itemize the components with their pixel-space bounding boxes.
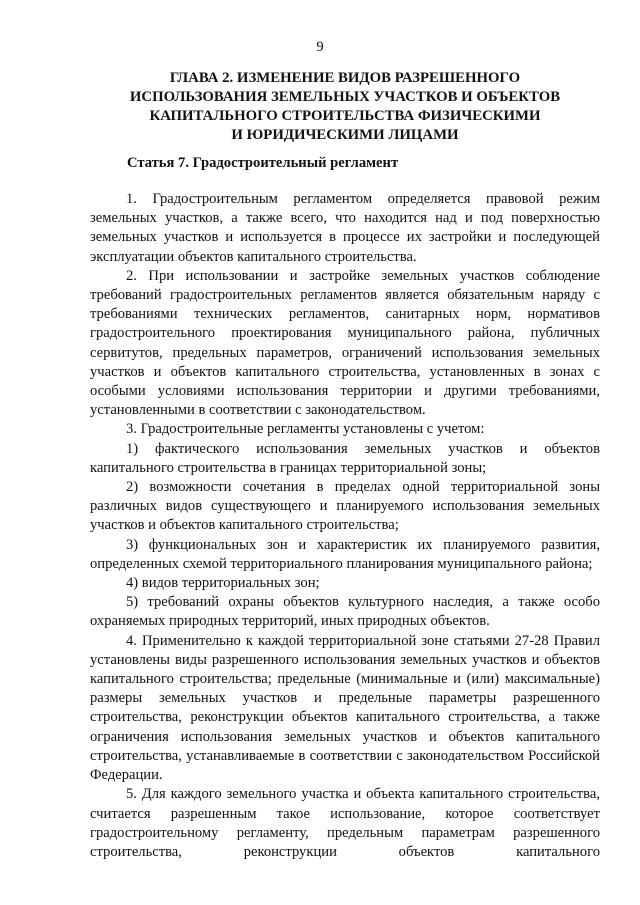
- list-item-1: 1) фактического использования земельных участков и объектов капитального строительства в границах территориальной зоны;: [90, 440, 600, 476]
- paragraph-3: 3. Градостроительные регламенты установлены с учетом:: [126, 421, 485, 438]
- chapter-title-line: КАПИТАЛЬНОГО СТРОИТЕЛЬСТВА ФИЗИЧЕСКИМИ: [149, 108, 541, 124]
- paragraph-5: 5. Для каждого земельного участка и объекта капитального строительства, считается разрешенным такое использование, которое соответствует градостроительному регламенту, предельным параметрам разрешенного строительства, реконструкции объектов капитального: [90, 786, 600, 860]
- chapter-title-line: ГЛАВА 2. ИЗМЕНЕНИЕ ВИДОВ РАЗРЕШЕННОГО: [169, 70, 521, 86]
- paragraph-2: 2. При использовании и застройке земельных участков соблюдение требований градостроительных регламентов является обязательным наряду с требованиями технических регламентов, санитарных норм, нормативов градостроительного проектирования муниципального района, публичных сервитутов, предельных параметров, ограничений использования земельных участков и объектов капитального строительства, установленных в зонах с особыми условиями использования территории и другими требованиями, установленными в соответствии с законодательством.: [90, 267, 600, 419]
- list-item-2: 2) возможности сочетания в пределах одной территориальной зоны различных видов существующего и планируемого использования земельных участков и объектов капитального строительства;: [90, 479, 600, 534]
- article-title: Статья 7. Градостроительный регламент: [127, 155, 399, 171]
- chapter-title-line: И ЮРИДИЧЕСКИМИ ЛИЦАМИ: [231, 127, 459, 143]
- list-item-3: 3) функциональных зон и характеристик их планируемого развития, определенных схемой территориального планирования муниципального района;: [90, 536, 600, 572]
- paragraph-4: 4. Применительно к каждой территориальной зоне статьями 27-28 Правил установлены виды разрешенного использования земельных участков и объектов капитального строительства; предельные (минимальные и (или) максимальные) размеры земельных участков и предельные параметры разрешенного строительства, реконструкции объектов капитального строительства, а также ограничения использования земельных участков и объектов капитального строительства, устанавливаемые в соответствии с законодательством Российской Федерации.: [90, 632, 600, 784]
- chapter-title: [90, 69, 600, 145]
- chapter-title-line: ИСПОЛЬЗОВАНИЯ ЗЕМЕЛЬНЫХ УЧАСТКОВ И ОБЪЕКТОВ: [129, 89, 561, 105]
- paragraph-1: 1. Градостроительным регламентом определяется правовой режим земельных участков, а также всего, что находится над и под поверхностью земельных участков и используется в процессе их застройки и последующей эксплуатации объектов капитального строительства.: [90, 191, 600, 265]
- list-item-5: 5) требований охраны объектов культурного наследия, а также особо охраняемых природных территорий, иных природных объектов.: [90, 594, 600, 630]
- page-number: 9: [316, 39, 324, 55]
- article-body: [90, 190, 600, 862]
- list-item-4: 4) видов территориальных зон;: [126, 575, 320, 592]
